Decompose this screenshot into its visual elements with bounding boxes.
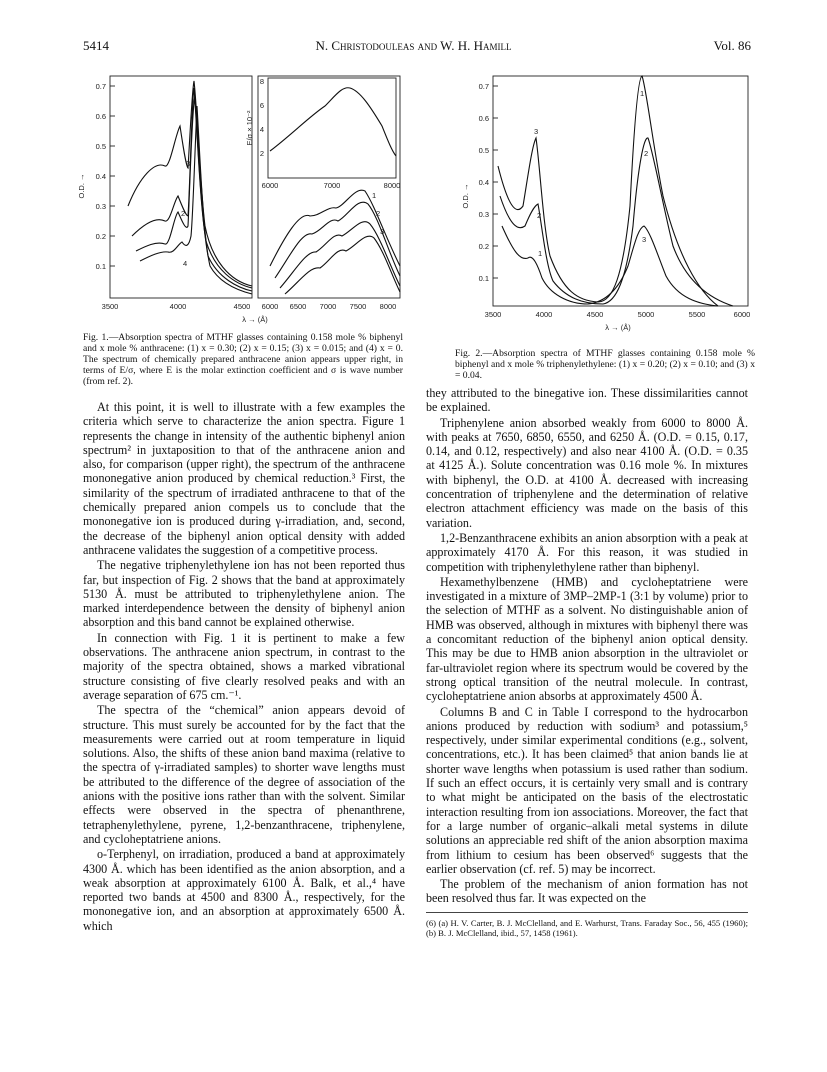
fig2-ytick: 0.7 <box>478 82 489 91</box>
fig2-ytick: 0.3 <box>478 210 489 219</box>
fig1-curve-2 <box>275 202 400 278</box>
fig1-inset-xtick: 6000 <box>261 181 279 190</box>
fig2-curve-label: 3 <box>534 127 539 136</box>
fig2-curve-label: 2 <box>537 211 542 220</box>
fig1-ytick: 0.6 <box>95 112 106 121</box>
paragraph: The problem of the mechanism of anion formation has not been resolved thus far. It was expected on the <box>426 877 748 906</box>
paragraph: they attributed to the binegative ion. These dissimilarities cannot be explained. <box>426 386 748 415</box>
paragraph: Columns B and C in Table I correspond to the hydrocarbon anions produced by reduction with sodium³ and potassium,⁵ respectively, under similar experimental conditions (e.g., solvent, concentrations, etc.). It has been claimed⁵ that anion bands lie at shorter wave lengths when potassium is used rather than sodium. If such an effect occurs, it is certainly very small and is contrary to what might be anticipated on the basis of the electrostatic interaction resulting from ion associations. Moreover, the fact that for a large number of organic–alkali metal systems in dilute solutions an appreciable red shift of the anion absorption maxima from lithium to cesium has been observed⁶ suggests that the earlier observation (cf. ref. 5) may be incorrect. <box>426 704 748 876</box>
fig2-ytick: 0.6 <box>478 114 489 123</box>
fig1-xtick: 7000 <box>319 302 337 311</box>
paragraph: 1,2-Benzanthracene exhibits an anion absorption with a peak at approximately 4170 Å. For this reason, it was studied in competition with triphenylethylene rather than biphenyl. <box>426 530 748 574</box>
footnote: (6) (a) H. V. Carter, B. J. McClelland, and E. Warhurst, Trans. Faraday Soc., 56, 455 (1960); (b) B. J. McClelland, ibid., 57, 1458 (1961). <box>426 912 748 939</box>
fig2-ytick: 0.2 <box>478 242 489 251</box>
fig1-xtick: 6000 <box>261 302 279 311</box>
fig2-xtick: 4500 <box>586 310 604 319</box>
fig2-curve-label: 2 <box>644 149 649 158</box>
fig1-curve-label: 1 <box>372 191 377 200</box>
figure-2 <box>458 66 758 338</box>
fig2-xlabel: λ → (Å) <box>605 323 631 332</box>
fig1-ytick: 0.1 <box>95 262 106 271</box>
fig1-ytick: 0.4 <box>95 172 106 181</box>
fig1-inset-ytick: 8 <box>259 77 264 86</box>
fig1-inset-ytick: 4 <box>259 125 264 134</box>
fig2-ytick: 0.1 <box>478 274 489 283</box>
fig1-ytick: 0.5 <box>95 142 106 151</box>
fig1-ytick: 0.2 <box>95 232 106 241</box>
fig2-xtick: 6000 <box>733 310 751 319</box>
fig2-curve-1 <box>498 76 718 306</box>
paragraph: The spectra of the “chemical” anion appears devoid of structure. This must surely be accounted for by the fact that the measurements were carried out at room temperature in liquid solutions. Also, the shifts of these anion band maxima (relative to the spectra of γ-irradiated samples) to shorter wave lengths must be attributed to the difference of the degree of association of the anions with the positive ions rather than with the solvent. Similar effects were observed in the spectra of phenanthrene, tetraphenylethylene, pyrene, 1,2-benzanthracene, triphenylene, and cycloheptatriene anions. <box>83 703 405 846</box>
fig1-curve-label: 2 <box>181 209 186 218</box>
fig1-xtick: 3500 <box>101 302 119 311</box>
fig1-curve-2 <box>132 88 252 288</box>
fig1-curve-label: 3 <box>380 227 385 236</box>
fig1-ytick: 0.3 <box>95 202 106 211</box>
fig2-caption: Fig. 2.—Absorption spectra of MTHF glasses containing 0.158 mole % biphenyl and x mole % triphenylethylene: (1) x = 0.20; (2) x = 0.10; and (3) x = 0.04. <box>455 348 755 381</box>
fig1-curve-4 <box>285 236 400 294</box>
fig1-curve-label: 2 <box>376 209 381 218</box>
fig2-ylabel: O.D. → <box>461 183 470 209</box>
fig1-inset-ytick: 2 <box>259 149 264 158</box>
fig2-curve-label: 3 <box>642 235 647 244</box>
paragraph: o-Terphenyl, on irradiation, produced a band at approximately 4300 Å. which has been identified as the anion absorption, and a weak absorption at approximately 6100 Å. Balk, et al.,⁴ have reported two bands at 4500 and 8300 Å., respectively, for the mononegative ion, and an absorption at approximately 6500 Å. which <box>83 847 405 933</box>
fig2-ytick: 0.4 <box>478 178 489 187</box>
fig1-inset-xtick: 8000 <box>383 181 401 190</box>
fig1-xtick: 7500 <box>349 302 367 311</box>
fig1-xtick: 4500 <box>233 302 251 311</box>
fig2-xtick: 5500 <box>688 310 706 319</box>
fig1-curve-4 <box>140 106 252 294</box>
fig1-xtick: 4000 <box>169 302 187 311</box>
fig1-curve-label: 4 <box>183 259 188 268</box>
fig2-xtick: 5000 <box>637 310 655 319</box>
paragraph: Triphenylene anion absorbed weakly from 6000 to 8000 Å. with peaks at 7650, 6850, 6550, and 6250 Å. (O.D. = 0.15, 0.17, 0.14, and 0.12, respectively) and also near 4100 Å. (O.D. = 0.35 at 4125 Å.). Solute concentration was 0.16 mole %. In mixtures with biphenyl, the O.D. at 4100 Å. decreased with increasing concentration of triphenylene and the determination of relative electron attachment efficiency was made on the basis of this variation. <box>426 415 748 530</box>
page-number: 5414 <box>83 38 109 53</box>
fig2-xtick: 3500 <box>484 310 502 319</box>
fig1-ytick: 0.7 <box>95 82 106 91</box>
fig2-curve-label: 1 <box>538 249 543 258</box>
paragraph: The negative triphenylethylene ion has not been reported thus far, but inspection of Fig. 2 shows that the band at approximately 5130 Å. must be attributed to triphenylethylene anion. The marked interdependence between the density of biphenyl anion absorption and this band cannot be explained otherwise. <box>83 558 405 630</box>
paragraph: At this point, it is well to illustrate with a few examples the criteria which serve to characterize the anion spectra. Figure 1 represents the change in intensity of the authentic biphenyl anion spectrum² in juxtaposition to that of the anthracene anion and also, for comparison (upper right), the spectrum of the anthracene mononegative anion produced by chemical reduction.³ First, the similarity of the spectrum of irradiated anthracene to that of the chemically prepared anion compels us to conclude that the mononegative ion is produced during γ-irradiation, and, second, the decrease of the biphenyl anion optical density with added anthracene validates the suggestion of a competitive process. <box>83 400 405 557</box>
left-column <box>83 400 405 934</box>
paragraph: Hexamethylbenzene (HMB) and cycloheptatriene were investigated in a mixture of 3MP–2MP-1 (3:1 by volume) prior to the selection of MTHF as a solvent. No distinguishable anion of HMB was observed, although in mixtures with biphenyl there was a concomitant reduction of the biphenyl anion optical density. This may be due to HMB anion absorption in the ultraviolet or far-ultraviolet region where its spectrum would be covered by the strong optical transition of the neutral molecule. In contrast, cycloheptatriene anion absorbs at approximately 4500 Å. <box>426 574 748 704</box>
paragraph: In connection with Fig. 1 it is pertinent to make a few observations. The anthracene anion spectrum, in contrast to the majority of the spectra obtained, shows a marked vibrational structure consisting of five clearly resolved peaks and with an average separation of 675 cm.⁻¹. <box>83 630 405 702</box>
fig1-curve-3 <box>136 96 252 291</box>
fig2-curve-3 <box>502 226 718 306</box>
fig1-xlabel: λ → (Å) <box>242 315 268 324</box>
fig2-curve-label: 1 <box>640 89 645 98</box>
fig1-inset-ytick: 6 <box>259 101 264 110</box>
fig1-caption: Fig. 1.—Absorption spectra of MTHF glasses containing 0.158 mole % biphenyl and x mole % anthracene: (1) x = 0.30; (2) x = 0.15; (3) x = 0.015; and (4) x = 0. The spectrum of chemically prepared anthracene anion appears upper right, in terms of E/σ, where E is the molar extinction coefficient and σ is wave number (from ref. 2). <box>83 332 403 387</box>
volume-label: Vol. 86 <box>713 38 751 53</box>
running-head-authors: N. Christodouleas and W. H. Hamill <box>315 38 512 53</box>
fig1-inset <box>245 77 400 190</box>
right-column <box>426 386 748 939</box>
fig1-xtick: 6500 <box>289 302 307 311</box>
fig1-ylabel: O.D. → <box>77 173 86 199</box>
figure-1 <box>70 66 420 331</box>
fig1-inset-xtick: 7000 <box>323 181 341 190</box>
fig1-inset-ylabel: E/σ × 10⁻² <box>245 110 254 146</box>
fig1-curve-label: 3 <box>186 159 191 168</box>
fig1-y-ticks <box>96 82 115 271</box>
fig2-xtick: 4000 <box>535 310 553 319</box>
fig2-y-ticks <box>479 82 498 283</box>
fig2-ytick: 0.5 <box>478 146 489 155</box>
fig1-xtick: 8000 <box>379 302 397 311</box>
